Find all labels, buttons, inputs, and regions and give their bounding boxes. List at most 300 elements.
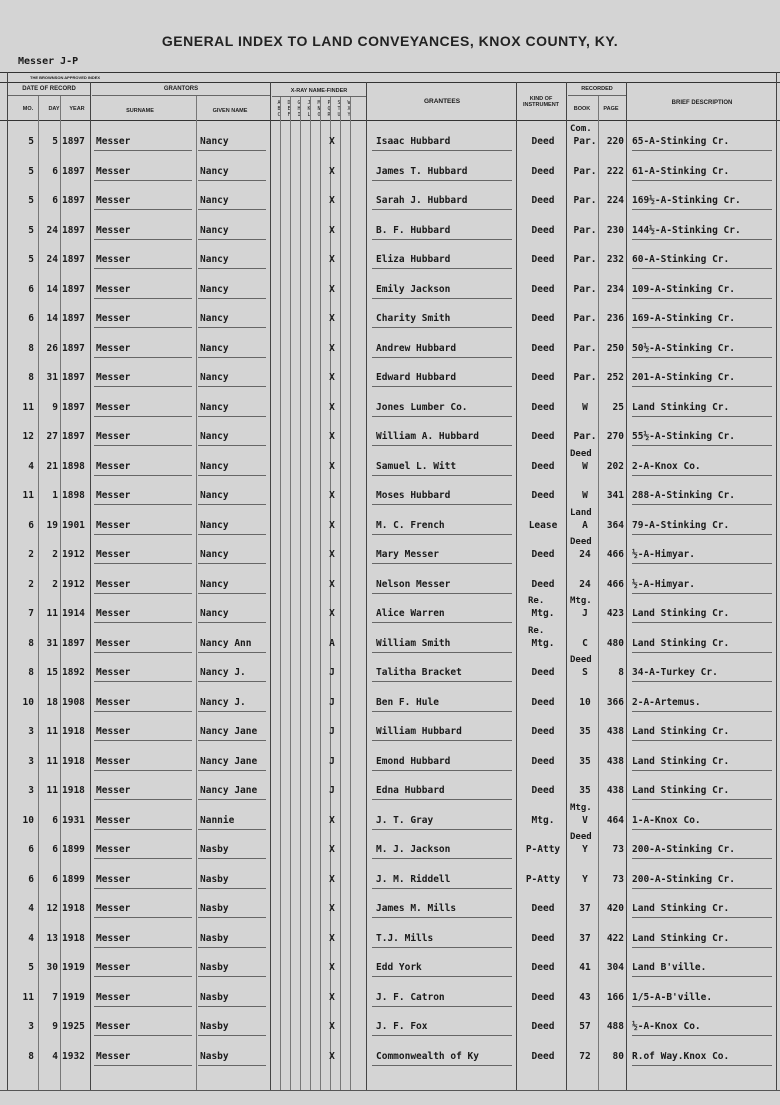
record-book: Par. [573,283,597,295]
row-underline [198,1035,266,1036]
instrument-kind: Deed [531,224,555,236]
instrument-kind: Deed [531,431,555,442]
grantor-surname: Messer [96,903,131,914]
date-month: 5 [28,962,34,973]
finder-letter: G [297,100,301,106]
brief-description: ½-A-Himyar. [632,549,695,560]
grantor-surname: Messer [96,814,131,826]
date-month: 4 [28,932,34,944]
date-year: 1918 [62,932,85,944]
finder-mark: X [329,873,335,885]
row-underline [632,209,772,210]
record-book: C [582,637,588,649]
date-day: 11 [46,608,58,619]
finder-mark: X [329,578,335,590]
date-year: 1897 [62,401,85,413]
record-page: 8 [618,667,624,678]
date-year: 1912 [62,578,85,590]
row-underline [94,799,192,800]
finder-letter: I [297,112,301,118]
row-underline [372,740,512,741]
date-month: 8 [28,372,34,383]
record-page: 202 [606,460,624,472]
date-year: 1897 [62,342,85,354]
grantee: Charity Smith [376,313,451,324]
brief-description: ½-A-Himyar. [632,578,695,590]
record-page: 438 [606,785,624,796]
row-underline [632,1006,772,1007]
record-page: 438 [606,755,624,767]
given-name-header: GIVEN NAME [212,108,248,114]
table-row [0,254,780,280]
record-book: Par. [573,254,597,265]
row-underline [632,681,772,682]
finder-letter: H [297,106,301,112]
row-underline [372,563,512,564]
date-year: 1914 [62,608,85,619]
record-book: V [582,814,588,826]
date-year: 1897 [62,313,85,324]
row-underline [372,386,512,387]
date-day: 4 [52,1050,58,1062]
finder-letter: P [327,100,331,106]
date-day: 24 [46,224,58,236]
grantor-surname: Messer [96,991,131,1003]
finder-mark: X [329,490,335,501]
finder-mark: J [329,667,335,678]
table-row [0,726,780,752]
grantor-given-name: Nancy J. [200,696,246,708]
record-book: Par. [573,224,597,236]
grantor-surname: Messer [96,844,131,855]
row-underline [632,475,772,476]
row-underline [632,1065,772,1066]
brief-description: 2-A-Artemus. [632,696,701,708]
grantees-header: GRANTEES [423,98,461,105]
row-underline [632,976,772,977]
header-rule-top [0,72,780,73]
row-underline [632,386,772,387]
header-rule-2 [0,82,780,83]
grantor-surname: Messer [96,549,131,560]
row-underline [372,327,512,328]
date-day: 6 [52,873,58,885]
date-year: 1897 [62,195,85,206]
row-underline [372,534,512,535]
date-year: 1918 [62,726,85,737]
grantee: Nelson Messer [376,578,451,590]
grantor-surname: Messer [96,1021,131,1032]
record-note: Deed [570,448,592,459]
brief-description: Land Stinking Cr. [632,932,730,944]
row-underline [94,357,192,358]
grantee: Mary Messer [376,549,439,560]
date-year: 1897 [62,165,85,177]
grantee: Emily Jackson [376,283,451,295]
row-underline [372,504,512,505]
finder-mark: X [329,932,335,944]
row-underline [94,858,192,859]
date-month: 11 [22,991,34,1003]
grantor-surname: Messer [96,431,131,442]
row-underline [632,504,772,505]
row-underline [372,917,512,918]
finder-letter: W [347,100,351,106]
instrument-kind: Deed [531,372,555,383]
row-underline [198,416,266,417]
record-page: 364 [606,519,624,531]
row-underline [632,563,772,564]
row-underline [198,711,266,712]
table-row [0,756,780,782]
grantor-given-name: Nancy [200,519,229,531]
grantor-given-name: Nancy [200,165,229,177]
brief-description-header: BRIEF DESCRIPTION [671,100,733,106]
grantor-surname: Messer [96,224,131,236]
header-rule-bottom [0,120,780,121]
grantee: Edd York [376,962,422,973]
grantor-given-name: Nancy [200,342,229,354]
table-row [0,962,780,988]
record-book: S [582,667,588,678]
row-underline [198,150,266,151]
grantee: Alice Warren [376,608,445,619]
date-year: 1919 [62,962,85,973]
brief-description: 60-A-Stinking Cr. [632,254,730,265]
row-underline [372,976,512,977]
approved-note: THE BROWNSON APPROVED INDEX [30,75,101,80]
date-year: 1912 [62,549,85,560]
header-subrule [8,95,90,96]
grantee: James M. Mills [376,903,457,914]
table-row [0,490,780,516]
instrument-kind: P-Atty [525,844,561,855]
row-underline [198,622,266,623]
record-book: Par. [573,195,597,206]
grantor-surname: Messer [96,962,131,973]
finder-mark: X [329,519,335,531]
row-underline [372,858,512,859]
brief-description: Land Stinking Cr. [632,401,730,413]
table-row [0,596,780,634]
date-year: 1892 [62,667,85,678]
grantee: Isaac Hubbard [376,136,451,147]
record-page: 222 [606,165,624,177]
row-underline [94,386,192,387]
record-page: 80 [612,1050,624,1062]
date-year: 1899 [62,873,85,885]
finder-mark: A [329,637,335,649]
row-underline [372,622,512,623]
record-book: 41 [579,962,591,973]
record-page: 166 [606,991,624,1003]
instrument-kind: Deed [531,195,555,206]
record-page: 464 [606,814,624,826]
record-book: 10 [579,696,591,708]
record-page: 480 [606,637,624,649]
date-day: 19 [46,519,58,531]
date-month: 6 [28,873,34,885]
table-row [0,802,780,841]
grantor-surname: Messer [96,932,131,944]
row-underline [94,740,192,741]
date-day: 13 [46,932,58,944]
instrument-kind: Mtg. [531,608,555,619]
grantee: B. F. Hubbard [376,224,451,236]
record-page: 304 [606,962,624,973]
row-underline [198,534,266,535]
grantor-surname: Messer [96,342,131,354]
row-underline [632,416,772,417]
date-year: 1898 [62,490,85,501]
date-day: 31 [46,372,58,383]
brief-description: Land Stinking Cr. [632,755,730,767]
date-day: 12 [46,903,58,914]
row-underline [94,947,192,948]
grantor-given-name: Nasby [200,1050,229,1062]
header-subrule [568,95,626,96]
row-underline [372,947,512,948]
table-row [0,448,780,487]
date-day: 6 [52,844,58,855]
date-day: 5 [52,136,58,147]
row-underline [372,770,512,771]
table-row [0,537,780,575]
record-book: 57 [579,1021,591,1032]
table-row [0,372,780,398]
finder-mark: X [329,224,335,236]
row-underline [198,209,266,210]
instrument-note: Re. [528,596,545,606]
brief-description: Land Stinking Cr. [632,726,730,737]
date-year: 1932 [62,1050,85,1062]
row-underline [632,858,772,859]
row-underline [198,829,266,830]
finder-mark: X [329,136,335,147]
row-underline [198,593,266,594]
record-page: 73 [612,873,624,885]
record-book: 35 [579,785,591,796]
grantor-given-name: Nasby [200,873,229,885]
record-page: 230 [606,224,624,236]
record-book: J [582,608,588,619]
brief-description: ½-A-Knox Co. [632,1021,701,1032]
row-underline [198,976,266,977]
brief-description: 200-A-Stinking Cr. [632,873,735,885]
row-underline [198,563,266,564]
row-underline [198,652,266,653]
finder-letter: D [287,100,291,106]
date-month: 2 [28,549,34,560]
row-underline [372,652,512,653]
row-underline [94,622,192,623]
kind-header: KIND OF INSTRUMENT [522,96,560,108]
row-underline [372,888,512,889]
row-underline [94,150,192,151]
grantee: Jones Lumber Co. [376,401,468,413]
date-month: 4 [28,460,34,472]
grantor-surname: Messer [96,873,131,885]
brief-description: Land Stinking Cr. [632,785,730,796]
grantee: Samuel L. Witt [376,460,457,472]
grantor-surname: Messer [96,136,131,147]
row-underline [94,209,192,210]
finder-mark: X [329,401,335,413]
grantee: Sarah J. Hubbard [376,195,468,206]
grantee: Edward Hubbard [376,372,457,383]
brief-description: 55½-A-Stinking Cr. [632,431,735,442]
grantor-surname: Messer [96,372,131,383]
date-day: 14 [46,283,58,295]
date-year: 1908 [62,696,85,708]
instrument-kind: Deed [531,490,555,501]
record-book: 24 [579,549,591,560]
row-underline [94,534,192,535]
row-underline [632,917,772,918]
row-underline [94,593,192,594]
record-page: 25 [612,401,624,413]
row-underline [94,1035,192,1036]
row-underline [632,740,772,741]
surname-header: SURNAME [126,108,154,114]
grantor-given-name: Nancy [200,578,229,590]
record-page: 341 [606,490,624,501]
date-month: 10 [22,814,34,826]
row-underline [94,711,192,712]
record-page: 488 [606,1021,624,1032]
date-day: 9 [52,1021,58,1032]
grantor-given-name: Nancy [200,608,229,619]
brief-description: 201-A-Stinking Cr. [632,372,735,383]
finder-mark: J [329,696,335,708]
record-book: 35 [579,755,591,767]
date-day: 14 [46,313,58,324]
brief-description: 79-A-Stinking Cr. [632,519,730,531]
row-underline [632,445,772,446]
row-underline [632,799,772,800]
row-underline [198,180,266,181]
table-row [0,402,780,428]
record-book: Par. [573,431,597,442]
date-month: 4 [28,903,34,914]
instrument-kind: Deed [531,755,555,767]
row-underline [372,357,512,358]
grantor-given-name: Nancy [200,136,229,147]
finder-letter: C [277,112,281,118]
grantor-given-name: Nancy [200,431,229,442]
row-underline [632,534,772,535]
instrument-kind: Deed [531,962,555,973]
row-underline [632,1035,772,1036]
finder-letter: Y [347,112,351,118]
instrument-kind: Deed [531,1050,555,1062]
instrument-kind: Deed [531,578,555,590]
finder-mark: X [329,195,335,206]
record-page: 232 [606,254,624,265]
table-row [0,166,780,192]
finder-letter: X [347,106,351,112]
row-underline [372,593,512,594]
finder-mark: J [329,785,335,796]
row-underline [372,209,512,210]
row-underline [94,563,192,564]
brief-description: 34-A-Turkey Cr. [632,667,718,678]
record-book: Par. [573,313,597,324]
record-book: Y [582,844,588,855]
page-header: PAGE [603,106,619,112]
finder-letter: S [337,100,341,106]
record-note: Land [570,507,592,518]
date-day: 15 [46,667,58,678]
record-book: 72 [579,1050,591,1062]
finder-letter: L [307,112,311,118]
finder-mark: X [329,1050,335,1062]
date-day: 6 [52,165,58,177]
table-row [0,874,780,900]
grantee: T.J. Mills [376,932,434,944]
header-subrule [92,95,270,96]
finder-mark: J [329,755,335,767]
brief-description: 1-A-Knox Co. [632,814,701,826]
grantor-given-name: Nancy [200,313,229,324]
row-underline [198,386,266,387]
table-row [0,625,780,664]
grantor-surname: Messer [96,785,131,796]
table-row [0,313,780,339]
row-underline [198,268,266,269]
row-underline [94,770,192,771]
grantor-surname: Messer [96,755,131,767]
date-year: 1897 [62,372,85,383]
grantee: Commonwealth of Ky [376,1050,479,1062]
date-day: 31 [46,637,58,649]
date-month: 2 [28,578,34,590]
table-row [0,697,780,723]
record-page: 250 [606,342,624,354]
record-book: A [582,519,588,531]
row-underline [94,504,192,505]
grantee: Edna Hubbard [376,785,445,796]
row-underline [632,298,772,299]
grantor-surname: Messer [96,490,131,501]
row-underline [94,829,192,830]
row-underline [632,711,772,712]
table-row [0,933,780,959]
finder-header: X-RAY NAME-FINDER [290,88,348,94]
finder-mark: X [329,1021,335,1032]
brief-description: 50½-A-Stinking Cr. [632,342,735,354]
grantor-given-name: Nancy [200,195,229,206]
instrument-kind: Lease [528,519,558,531]
date-year: 1918 [62,903,85,914]
grantor-surname: Messer [96,313,131,324]
grantor-given-name: Nancy [200,283,229,295]
instrument-kind: Deed [531,696,555,708]
instrument-kind: Deed [531,785,555,796]
finder-mark: X [329,903,335,914]
row-underline [372,239,512,240]
grantor-given-name: Nasby [200,932,229,944]
grantee: M. C. French [376,519,445,531]
record-book: Par. [573,136,597,147]
date-month: 3 [28,1021,34,1032]
record-note: Deed [570,832,592,842]
finder-mark: X [329,431,335,442]
finder-letter: A [277,100,281,106]
row-underline [372,829,512,830]
grantee: Ben F. Hule [376,696,439,708]
row-underline [198,858,266,859]
